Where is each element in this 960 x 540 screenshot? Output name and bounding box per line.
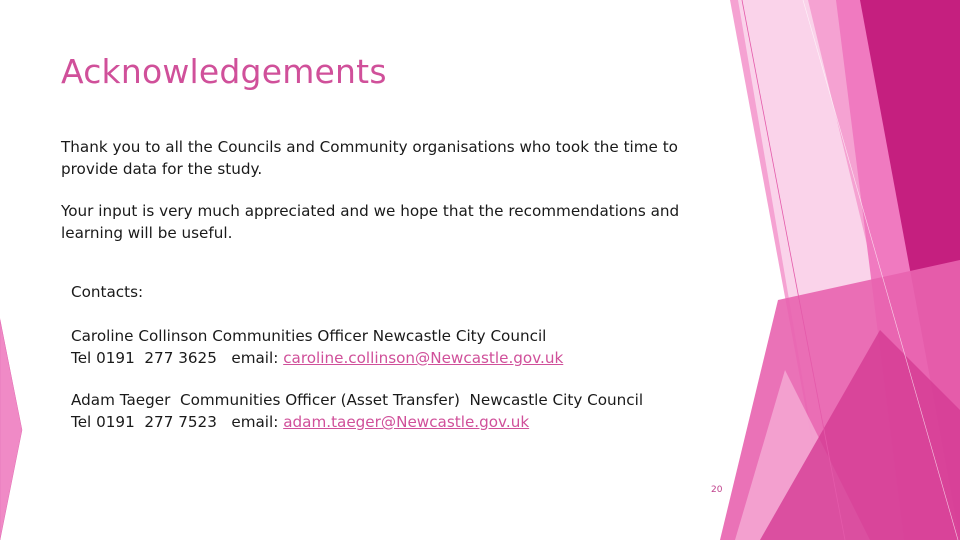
contact-details [71,347,643,369]
appreciation-line-1: Your input is very much appreciated and we hope that the recommendations and [61,202,680,220]
contact-email-label: email: [231,349,284,367]
page-title: Acknowledgements [61,52,387,91]
appreciation-line-2: learning will be useful. [61,224,233,242]
contact-caroline-collinson [71,325,643,369]
contact-tel: Tel 0191 277 7523 [71,413,232,431]
contact-details [71,411,643,433]
contact-email-link[interactable]: caroline.collinson@Newcastle.gov.uk [283,349,564,367]
contacts-section [71,281,643,433]
page-number: 20 [711,485,723,495]
contact-email-label: email: [231,413,284,431]
contact-adam-taeger [71,389,643,433]
contacts-heading: Contacts: [71,283,144,301]
appreciation-paragraph [61,200,679,244]
contact-email-link[interactable]: adam.taeger@Newcastle.gov.uk [283,413,530,431]
contact-name-role: Adam Taeger Communities Officer (Asset Transfer) Newcastle City Council [71,391,644,409]
contact-name-role: Caroline Collinson Communities Officer Newcastle City Council [71,327,547,345]
thank-you-line-2: provide data for the study. [61,160,263,178]
thank-you-line-1: Thank you to all the Councils and Community organisations who took the time to [61,138,678,156]
contact-tel: Tel 0191 277 3625 [71,349,232,367]
thank-you-paragraph [61,136,678,180]
